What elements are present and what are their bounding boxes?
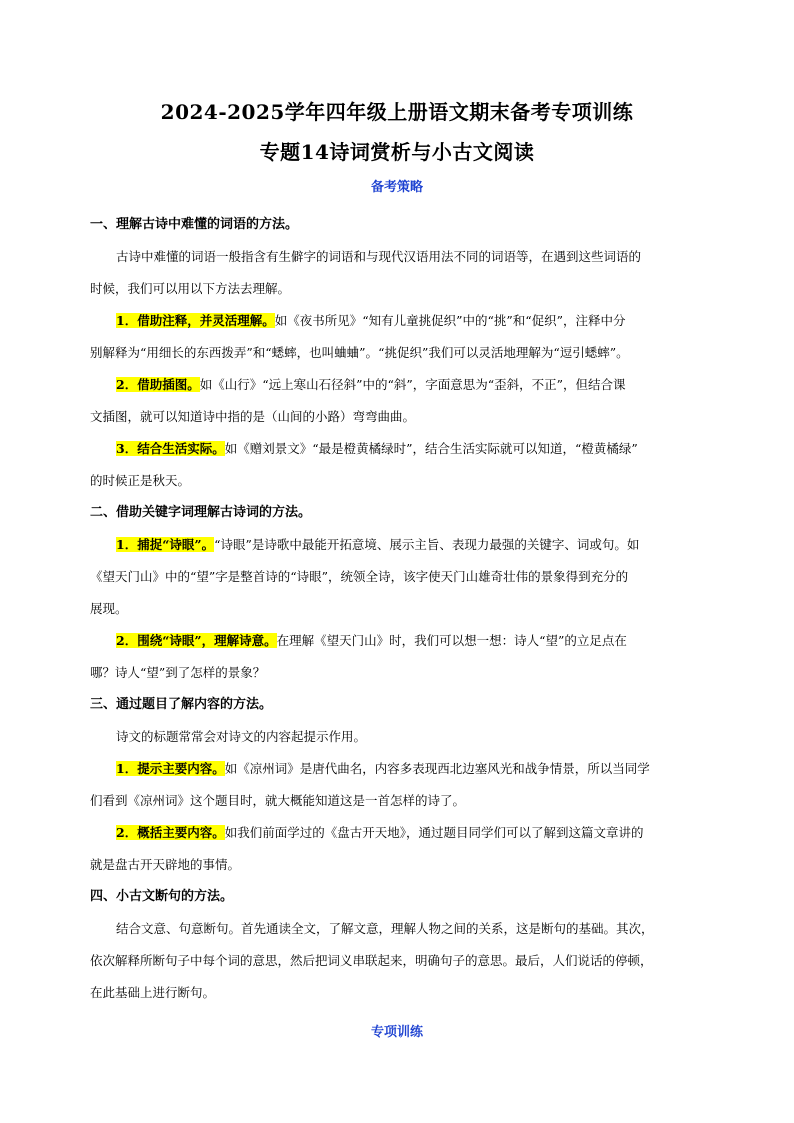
paragraph-line: 在此基础上进行断句。 bbox=[90, 985, 216, 1000]
highlighted-label: 2．概括主要内容。 bbox=[116, 825, 225, 840]
paragraph-line: 依次解释所断句子中每个词的意思，然后把词义串联起来，明确句子的意思。最后，人们说话的停顿， bbox=[90, 953, 653, 968]
section-heading: 三、通过题目了解内容的方法。 bbox=[90, 697, 273, 712]
point-text: 如《夜书所见》“知有儿童挑促织”中的“挑”和“促织”，注释中分 bbox=[274, 313, 626, 328]
point-text: 如我们前面学过的《盘古开天地》，通过题目同学们可以了解到这篇文章讲的 bbox=[224, 825, 644, 840]
point-text: 如《山行》“远上寒山石径斜”中的“斜”，字面意思为“歪斜，不正”，但结合课 bbox=[199, 377, 626, 392]
highlighted-label: 1．捕捉“诗眼”。 bbox=[116, 537, 215, 552]
point-line bbox=[116, 633, 712, 649]
highlighted-label: 3．结合生活实际。 bbox=[116, 441, 225, 456]
point-line bbox=[116, 377, 712, 393]
section-label-training: 专项训练 bbox=[370, 1025, 423, 1040]
section-label-strategy: 备考策略 bbox=[370, 180, 423, 195]
point-text: 在理解《望天门山》时，我们可以想一想：诗人“望”的立足点在 bbox=[276, 633, 627, 648]
point-line bbox=[116, 313, 712, 329]
section-heading: 二、借助关键字词理解古诗词的方法。 bbox=[90, 505, 312, 520]
point-text: 如《赠刘景文》“最是橙黄橘绿时”，结合生活实际就可以知道，“橙黄橘绿” bbox=[224, 441, 638, 456]
paragraph-line: 的时候正是秋天。 bbox=[90, 473, 191, 488]
highlighted-label: 1．借助注释，并灵活理解。 bbox=[116, 313, 275, 328]
highlighted-label: 2．围绕“诗眼”，理解诗意。 bbox=[116, 633, 277, 648]
paragraph-line: 古诗中难懂的词语一般指含有生僻字的词语和与现代汉语用法不同的词语等，在遇到这些词语的 bbox=[116, 249, 642, 264]
paragraph-line: 哪？诗人“望”到了怎样的景象？ bbox=[90, 665, 266, 680]
highlighted-label: 2．借助插图。 bbox=[116, 377, 200, 392]
paragraph-line: 别解释为“用细长的东西拨弄”和“蟋蟀，也叫蛐蛐”。“挑促织”我们可以灵活地理解为“逗引蟋蟀”。 bbox=[90, 345, 629, 360]
paragraph-line: 诗文的标题常常会对诗文的内容起提示作用。 bbox=[116, 729, 367, 744]
paragraph-line: 展现。 bbox=[90, 601, 128, 616]
paragraph-line: 结合文意、句意断句。首先通读全文，了解文意，理解人物之间的关系，这是断句的基础。其次， bbox=[116, 921, 654, 936]
point-text: 如《凉州词》是唐代曲名，内容多表现西北边塞风光和战争情景，所以当同学 bbox=[224, 761, 650, 776]
paragraph-line: 就是盘古开天辟地的事情。 bbox=[90, 857, 241, 872]
paragraph-line: 们看到《凉州词》这个题目时，就大概能知道这是一首怎样的诗了。 bbox=[90, 793, 466, 808]
point-line bbox=[116, 825, 712, 841]
point-line bbox=[116, 537, 712, 553]
highlighted-label: 1．提示主要内容。 bbox=[116, 761, 225, 776]
point-line bbox=[116, 761, 712, 777]
point-text: “诗眼”是诗歌中最能开拓意境、展示主旨、表现力最强的关键字、词或句。如 bbox=[214, 537, 640, 552]
paragraph-line: 文插图，就可以知道诗中指的是（山间的小路）弯弯曲曲。 bbox=[90, 409, 416, 424]
paragraph-line: 时候，我们可以用以下方法去理解。 bbox=[90, 281, 291, 296]
document-subtitle: 专题14诗词赏析与小古文阅读 bbox=[259, 140, 535, 164]
section-heading: 四、小古文断句的方法。 bbox=[90, 889, 234, 904]
point-line bbox=[116, 441, 712, 457]
section-heading: 一、理解古诗中难懂的词语的方法。 bbox=[90, 217, 299, 232]
document-title: 2024-2025学年四年级上册语文期末备考专项训练 bbox=[160, 100, 634, 124]
paragraph-line: 《望天门山》中的“望”字是整首诗的“诗眼”，统领全诗，该字使天门山雄奇壮伟的景象得到充分的 bbox=[90, 569, 629, 584]
